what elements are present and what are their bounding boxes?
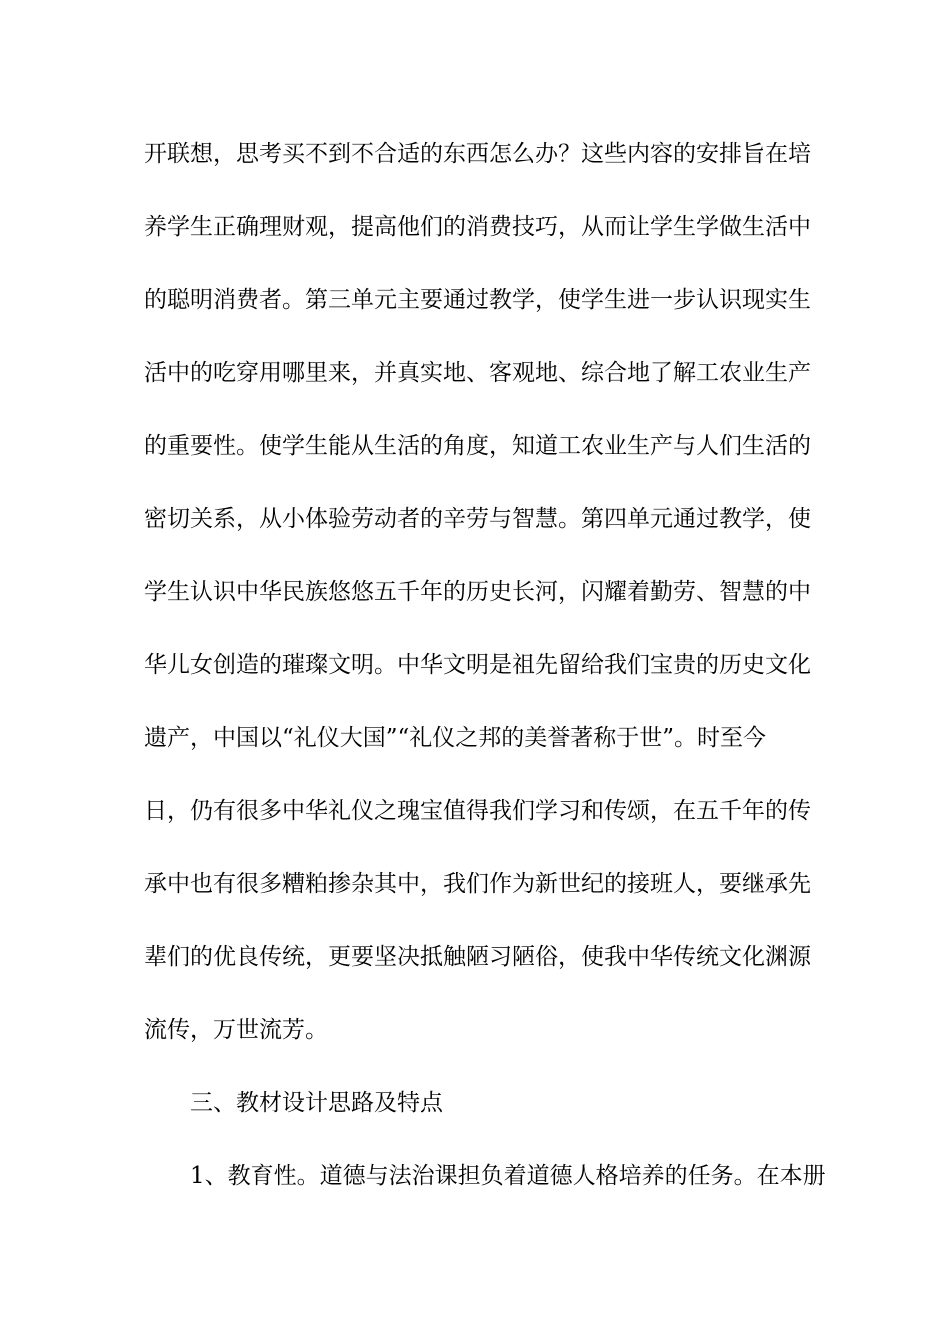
list-item-line: 1、教育性。道德与法治课担负着道德人格培养的任务。在本册: [190, 1163, 826, 1189]
body-line: 日，仍有很多中华礼仪之瑰宝值得我们学习和传颂，在五千年的传: [144, 798, 811, 824]
body-line: 流传，万世流芳。: [144, 1017, 328, 1043]
body-line: 开联想，思考买不到不合适的东西怎么办？这些内容的安排旨在培: [144, 141, 811, 167]
body-line: 密切关系，从小体验劳动者的辛劳与智慧。第四单元通过教学，使: [144, 506, 811, 532]
body-line: 的聪明消费者。第三单元主要通过教学，使学生进一步认识现实生: [144, 287, 811, 313]
body-line: 遗产，中国以“礼仪大国”“礼仪之邦的美誉著称于世”。时至今: [144, 725, 767, 751]
section-heading: 三、教材设计思路及特点: [190, 1090, 443, 1116]
body-line: 辈们的优良传统，更要坚决抵触陋习陋俗，使我中华传统文化渊源: [144, 944, 811, 970]
body-line: 活中的吃穿用哪里来，并真实地、客观地、综合地了解工农业生产: [144, 360, 811, 386]
body-line: 华儿女创造的璀璨文明。中华文明是祖先留给我们宝贵的历史文化: [144, 652, 811, 678]
body-line: 养学生正确理财观，提高他们的消费技巧，从而让学生学做生活中: [144, 214, 811, 240]
body-line: 承中也有很多糟粕掺杂其中，我们作为新世纪的接班人，要继承先: [144, 871, 811, 897]
body-line: 的重要性。使学生能从生活的角度，知道工农业生产与人们生活的: [144, 433, 811, 459]
body-line: 学生认识中华民族悠悠五千年的历史长河，闪耀着勤劳、智慧的中: [144, 579, 811, 605]
